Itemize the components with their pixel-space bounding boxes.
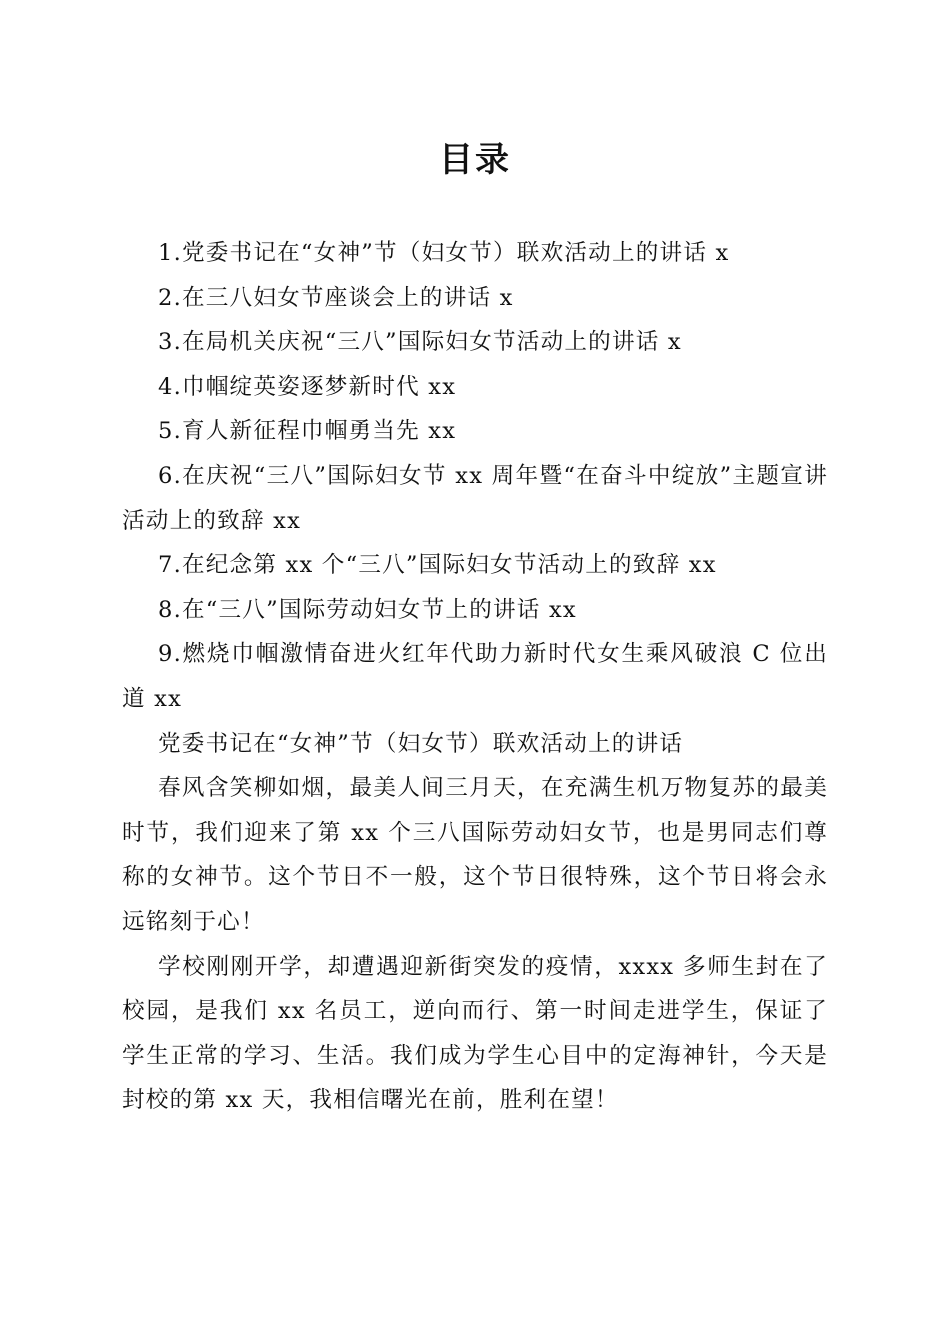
toc-item: 1.党委书记在“女神”节（妇女节）联欢活动上的讲话 x xyxy=(158,240,730,266)
toc-item: 8.在“三八”国际劳动妇女节上的讲话 xx xyxy=(158,596,577,623)
toc-item: 2.在三八妇女节座谈会上的讲话 x xyxy=(158,284,514,311)
toc-item: 6.在庆祝“三八”国际妇女节 xx 周年暨“在奋斗中绽放”主题宣讲活动上的致辞 xx xyxy=(122,462,828,534)
toc-item: 5.育人新征程巾帼勇当先 xx xyxy=(158,418,457,445)
toc-item: 4.巾帼绽英姿逐梦新时代 xx xyxy=(158,373,457,400)
page-title: 目录 xyxy=(439,140,511,180)
toc-item: 7.在纪念第 xx 个“三八”国际妇女节活动上的致辞 xx xyxy=(158,552,717,579)
article-paragraph: 学校刚刚开学，却遭遇迎新街突发的疫情，xxxx 多师生封在了校园，是我们 xx 名员工，逆向而行、第一时间走进学生，保证了学生正常的学习、生活。我们成为学生心目中的定海神针，今天是封校的第 xx 天，我相信曙光在前，胜利在望！ xyxy=(122,953,828,1114)
article-paragraph: 春风含笑柳如烟，最美人间三月天，在充满生机万物复苏的最美时节，我们迎来了第 xx 个三八国际劳动妇女节，也是男同志们尊称的女神节。这个节日不一般，这个节日很特殊，这个节日将会永远铭刻于心！ xyxy=(122,775,828,935)
document-body xyxy=(122,231,828,1123)
article-heading: 党委书记在“女神”节（妇女节）联欢活动上的讲话 xyxy=(158,730,684,757)
toc-item: 3.在局机关庆祝“三八”国际妇女节活动上的讲话 x xyxy=(158,329,682,356)
toc-item: 9.燃烧巾帼激情奋进火红年代助力新时代女生乘风破浪 C 位出道 xx xyxy=(122,641,828,712)
